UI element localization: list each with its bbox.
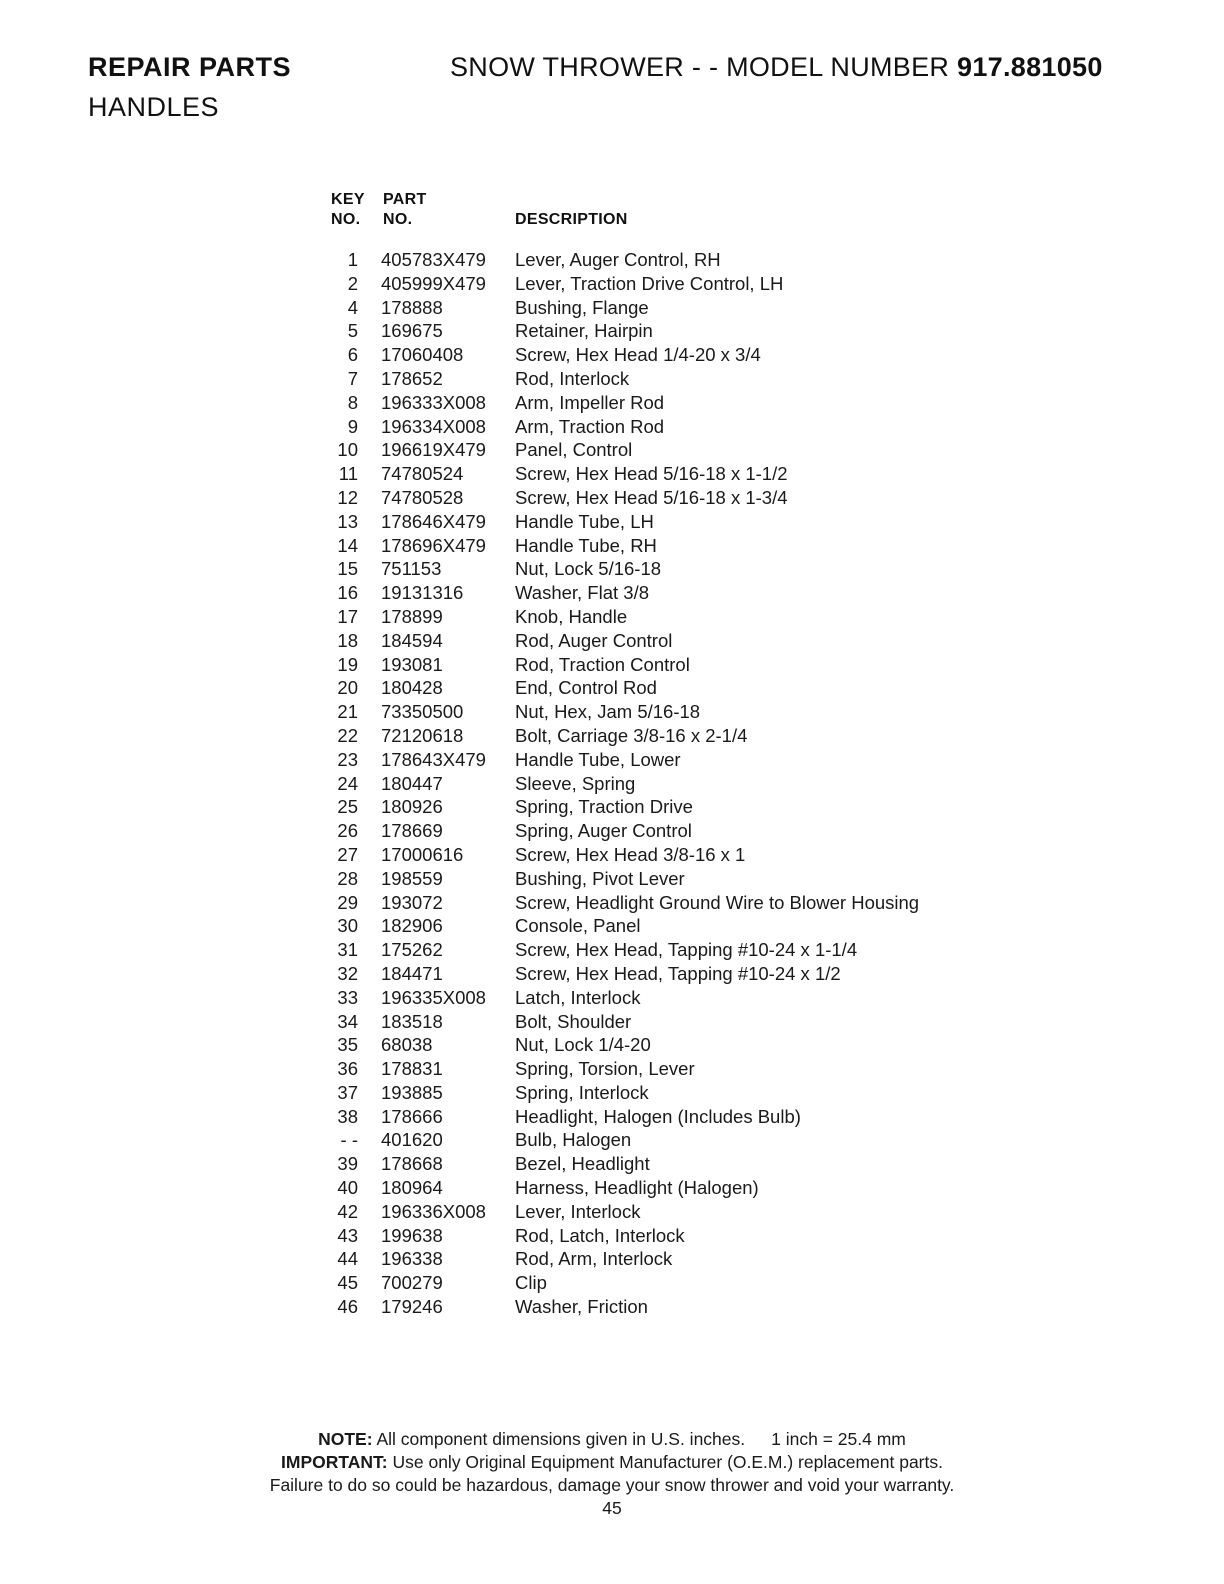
table-row: [0, 581, 1224, 605]
key-no: 24: [337, 772, 358, 794]
key-no: 15: [337, 558, 358, 580]
table-row: [0, 296, 1224, 320]
description: Sleeve, Spring: [515, 772, 636, 794]
description: Headlight, Halogen (Includes Bulb): [515, 1105, 801, 1127]
table-row: [0, 557, 1224, 581]
key-no: 31: [337, 939, 358, 961]
key-no: 28: [337, 867, 358, 889]
part-no: 196335X008: [381, 986, 486, 1008]
table-row: [0, 914, 1224, 938]
key-no: 6: [347, 344, 358, 366]
part-no: 178643X479: [381, 748, 486, 770]
table-row: [0, 724, 1224, 748]
key-no: 36: [337, 1058, 358, 1080]
key-no: 46: [337, 1296, 358, 1318]
description: Retainer, Hairpin: [515, 320, 653, 342]
description: Screw, Hex Head 5/16-18 x 1-1/2: [515, 463, 788, 485]
table-row: [0, 772, 1224, 796]
model-number: 917.881050: [957, 52, 1103, 82]
product-label: SNOW THROWER - - MODEL NUMBER: [450, 52, 950, 82]
table-row: [0, 1271, 1224, 1295]
note-text: All component dimensions given in U.S. inches.: [376, 1429, 746, 1449]
key-no: 45: [337, 1272, 358, 1294]
important-line: [0, 1451, 1224, 1474]
table-row: [0, 1247, 1224, 1271]
key-no: 17: [337, 605, 358, 627]
product-title: [450, 52, 1103, 83]
key-no: 32: [337, 962, 358, 984]
part-no: 74780528: [381, 486, 464, 508]
part-no: 193081: [381, 653, 443, 675]
key-no: 29: [337, 891, 358, 913]
description: Lever, Traction Drive Control, LH: [515, 272, 784, 294]
description: Spring, Torsion, Lever: [515, 1058, 695, 1080]
table-row: [0, 748, 1224, 772]
table-row: [0, 795, 1224, 819]
description: Panel, Control: [515, 439, 633, 461]
part-no: 183518: [381, 1010, 443, 1032]
key-no: 22: [337, 724, 358, 746]
description: Bulb, Halogen: [515, 1129, 632, 1151]
part-no: 193885: [381, 1081, 443, 1103]
key-no: 26: [337, 820, 358, 842]
part-no: 178668: [381, 1153, 443, 1175]
description: Spring, Interlock: [515, 1081, 649, 1103]
table-row: [0, 1295, 1224, 1319]
part-no: 405783X479: [381, 249, 486, 270]
key-header-line2: NO.: [331, 211, 361, 228]
description: Arm, Impeller Rod: [515, 391, 665, 413]
key-no: 20: [337, 677, 358, 699]
part-no: 401620: [381, 1129, 443, 1151]
table-row: [0, 415, 1224, 439]
description: Rod, Arm, Interlock: [515, 1248, 673, 1270]
description: Rod, Traction Control: [515, 653, 690, 675]
part-no: 700279: [381, 1272, 443, 1294]
table-row: [0, 1057, 1224, 1081]
table-row: [0, 629, 1224, 653]
table-row: [0, 438, 1224, 462]
part-no: 175262: [381, 939, 443, 961]
table-row: [0, 1081, 1224, 1105]
description: Clip: [515, 1272, 547, 1294]
description: Screw, Hex Head 1/4-20 x 3/4: [515, 344, 761, 366]
table-row: [0, 367, 1224, 391]
table-row: [0, 700, 1224, 724]
part-no: 196333X008: [381, 391, 486, 413]
table-row: [0, 319, 1224, 343]
parts-list: [0, 248, 1224, 1319]
description: Handle Tube, LH: [515, 510, 654, 532]
key-no: 35: [337, 1034, 358, 1056]
table-row: [0, 1176, 1224, 1200]
key-no: 37: [337, 1081, 358, 1103]
part-no: 196336X008: [381, 1200, 486, 1222]
table-row: [0, 534, 1224, 558]
key-no: 43: [337, 1224, 358, 1246]
description: Arm, Traction Rod: [515, 415, 665, 437]
description: Nut, Lock 1/4-20: [515, 1034, 651, 1056]
part-no: 19131316: [381, 582, 464, 604]
part-no: 751153: [381, 558, 442, 580]
key-no: 23: [337, 748, 358, 770]
key-no: 38: [337, 1105, 358, 1127]
part-no: 178666: [381, 1105, 443, 1127]
description: Spring, Traction Drive: [515, 796, 693, 818]
page-number: 45: [602, 1498, 622, 1518]
part-no: 180428: [381, 677, 443, 699]
table-row: [0, 962, 1224, 986]
table-row: [0, 676, 1224, 700]
key-no: 33: [337, 986, 358, 1008]
key-no: 34: [337, 1010, 358, 1032]
key-no: 19: [337, 653, 358, 675]
part-no: 180447: [381, 772, 443, 794]
key-header-line1: KEY: [331, 191, 365, 208]
description: Knob, Handle: [515, 605, 628, 627]
section-title: REPAIR PARTS: [88, 52, 292, 82]
key-no: 10: [337, 439, 358, 461]
table-row: [0, 272, 1224, 296]
description: Rod, Latch, Interlock: [515, 1224, 685, 1246]
table-row: [0, 1033, 1224, 1057]
description: Lever, Auger Control, RH: [515, 249, 721, 270]
table-row: [0, 391, 1224, 415]
part-no: 184594: [381, 629, 443, 651]
description: Screw, Hex Head 3/8-16 x 1: [515, 843, 746, 865]
part-no: 184471: [381, 962, 443, 984]
description: Handle Tube, Lower: [515, 748, 681, 770]
part-no: 196334X008: [381, 415, 486, 437]
description: Screw, Headlight Ground Wire to Blower Housing: [515, 891, 920, 913]
table-row: [0, 986, 1224, 1010]
key-no: 30: [337, 915, 358, 937]
key-no: 9: [347, 415, 358, 437]
table-row: [0, 1010, 1224, 1034]
table-row: [0, 819, 1224, 843]
note-line: [0, 1428, 1224, 1451]
part-no: 179246: [381, 1296, 443, 1318]
key-no: 40: [337, 1177, 358, 1199]
part-no: 178646X479: [381, 510, 486, 532]
key-no: 25: [337, 796, 358, 818]
key-no: 8: [347, 391, 358, 413]
part-no: 74780524: [381, 463, 464, 485]
key-no: 5: [347, 320, 358, 342]
part-no: 178888: [381, 296, 443, 318]
table-row: [0, 605, 1224, 629]
key-no: 18: [337, 629, 358, 651]
note-label: NOTE:: [318, 1429, 373, 1449]
table-row: [0, 343, 1224, 367]
key-no: 2: [347, 272, 358, 294]
table-row: [0, 248, 1224, 272]
description: Screw, Hex Head, Tapping #10-24 x 1-1/4: [515, 939, 858, 961]
key-no-header: [331, 190, 365, 230]
key-no: - -: [340, 1129, 358, 1151]
key-no: 11: [338, 463, 358, 485]
key-no: 16: [337, 582, 358, 604]
table-row: [0, 938, 1224, 962]
part-no: 178899: [381, 605, 443, 627]
key-no: 1: [347, 249, 358, 270]
table-row: [0, 1200, 1224, 1224]
description-header: DESCRIPTION: [515, 211, 628, 228]
part-header-line2: NO.: [383, 211, 413, 228]
description: Lever, Interlock: [515, 1200, 641, 1222]
note-conversion: 1 inch = 25.4 mm: [771, 1429, 906, 1449]
part-no: 169675: [381, 320, 443, 342]
table-row: [0, 486, 1224, 510]
part-no: 17000616: [381, 843, 464, 865]
part-no: 405999X479: [381, 272, 486, 294]
part-no: 196338: [381, 1248, 443, 1270]
part-no: 199638: [381, 1224, 443, 1246]
part-header-line1: PART: [383, 191, 427, 208]
description: Nut, Hex, Jam 5/16-18: [515, 701, 701, 723]
part-no: 73350500: [381, 701, 464, 723]
part-no-header: [383, 190, 427, 230]
description: Spring, Auger Control: [515, 820, 692, 842]
table-row: [0, 1152, 1224, 1176]
table-row: [0, 891, 1224, 915]
description: Bushing, Flange: [515, 296, 649, 318]
important-label: IMPORTANT:: [281, 1452, 388, 1472]
description: Washer, Friction: [515, 1296, 648, 1318]
description: End, Control Rod: [515, 677, 657, 699]
description: Washer, Flat 3/8: [515, 582, 650, 604]
part-no: 178652: [381, 367, 443, 389]
table-row: [0, 1128, 1224, 1152]
key-no: 42: [337, 1200, 358, 1222]
table-row: [0, 1105, 1224, 1129]
description: Console, Panel: [515, 915, 641, 937]
part-no: 72120618: [381, 724, 464, 746]
part-no: 180964: [381, 1177, 443, 1199]
part-no: 180926: [381, 796, 443, 818]
table-row: [0, 867, 1224, 891]
part-no: 17060408: [381, 344, 464, 366]
description: Rod, Interlock: [515, 367, 630, 389]
description: Harness, Headlight (Halogen): [515, 1177, 759, 1199]
key-no: 7: [347, 367, 358, 389]
part-no: 178669: [381, 820, 443, 842]
page-subtitle: HANDLES: [88, 92, 220, 122]
part-no: 193072: [381, 891, 443, 913]
description: Handle Tube, RH: [515, 534, 657, 556]
description: Bolt, Shoulder: [515, 1010, 632, 1032]
description: Latch, Interlock: [515, 986, 641, 1008]
key-no: 12: [337, 486, 358, 508]
description: Screw, Hex Head, Tapping #10-24 x 1/2: [515, 962, 841, 984]
part-no: 196619X479: [381, 439, 486, 461]
description: Screw, Hex Head 5/16-18 x 1-3/4: [515, 486, 788, 508]
table-row: [0, 462, 1224, 486]
warning-line: Failure to do so could be hazardous, damage your snow thrower and void your warranty.: [269, 1475, 955, 1495]
key-no: 14: [337, 534, 358, 556]
key-no: 4: [347, 296, 358, 318]
part-no: 178696X479: [381, 534, 486, 556]
part-no: 182906: [381, 915, 443, 937]
part-no: 68038: [381, 1034, 433, 1056]
table-row: [0, 1224, 1224, 1248]
table-row: [0, 653, 1224, 677]
description: Bezel, Headlight: [515, 1153, 650, 1175]
key-no: 44: [337, 1248, 358, 1270]
table-row: [0, 843, 1224, 867]
description: Nut, Lock 5/16-18: [515, 558, 662, 580]
key-no: 13: [337, 510, 358, 532]
important-text: Use only Original Equipment Manufacturer (O.E.M.) replacement parts.: [392, 1452, 943, 1472]
table-row: [0, 510, 1224, 534]
key-no: 21: [337, 701, 358, 723]
description: Rod, Auger Control: [515, 629, 673, 651]
key-no: 39: [337, 1153, 358, 1175]
part-no: 198559: [381, 867, 443, 889]
description: Bushing, Pivot Lever: [515, 867, 685, 889]
key-no: 27: [337, 843, 358, 865]
part-no: 178831: [381, 1058, 443, 1080]
description: Bolt, Carriage 3/8-16 x 2-1/4: [515, 724, 748, 746]
